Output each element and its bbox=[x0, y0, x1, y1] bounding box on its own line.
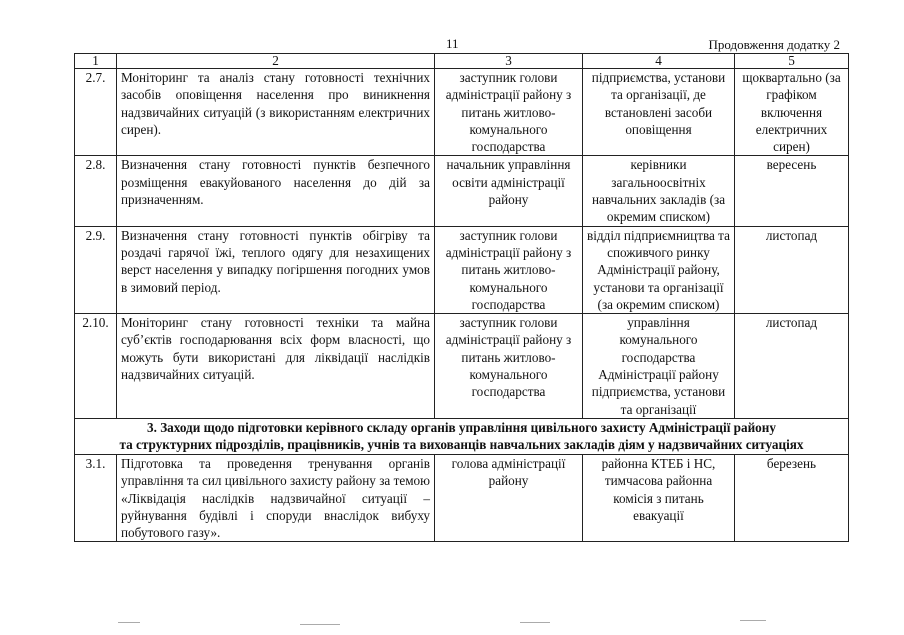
section-heading bbox=[75, 418, 849, 454]
row-number: 2.8. bbox=[75, 156, 117, 226]
task-description: Моніторинг та аналіз стану готовності технічних засобів оповіщення населення про виникнення надзвичайних ситуацій (з використанням електричних сирен). bbox=[117, 69, 435, 156]
participants-cell: відділ підприємництва та споживчого ринку Адміністрації району, установи та організації (за окремим списком) bbox=[583, 226, 735, 313]
row-number: 2.7. bbox=[75, 69, 117, 156]
participants-cell: керівники загальноосвітніх навчальних закладів (за окремим списком) bbox=[583, 156, 735, 226]
term-cell: березень bbox=[735, 454, 849, 541]
section-heading-line: 3. Заходи щодо підготовки керівного складу органів управління цивільного захисту Адміністрації району bbox=[147, 419, 776, 435]
scan-artifact bbox=[740, 620, 766, 621]
scan-artifact bbox=[300, 624, 340, 625]
scan-artifact bbox=[520, 622, 550, 623]
column-number: 4 bbox=[583, 54, 735, 69]
column-number-row bbox=[75, 54, 849, 69]
responsible-cell: начальник управління освіти адміністрації району bbox=[435, 156, 583, 226]
row-number: 2.10. bbox=[75, 314, 117, 419]
table-row bbox=[75, 156, 849, 226]
task-description: Підготовка та проведення тренування органів управління та сил цивільного захисту району за темою «Ліквідація наслідків надзвичайної ситуації – руйнування будівлі і споруди внаслідок вибуху побутового газу». bbox=[117, 454, 435, 541]
continuation-note: Продовження додатку 2 bbox=[708, 37, 840, 52]
column-number: 5 bbox=[735, 54, 849, 69]
task-description: Визначення стану готовності пунктів безпечного розміщення евакуйованого населення до дій за призначенням. bbox=[117, 156, 435, 226]
participants-cell: підприємства, установи та організації, де встановлені засоби оповіщення bbox=[583, 69, 735, 156]
term-cell: щоквартально (за графіком включення електричних сирен) bbox=[735, 69, 849, 156]
section-heading-line: та структурних підрозділів, працівників, учнів та вихованців навчальних закладів діям у надзвичайних ситуаціях bbox=[119, 437, 804, 453]
task-description: Визначення стану готовності пунктів обігріву та роздачі гарячої їжі, теплого одягу для незахищених верст населення у випадку погіршення погодних умов в зимовий період. bbox=[117, 226, 435, 313]
column-number: 2 bbox=[117, 54, 435, 69]
table-row bbox=[75, 314, 849, 419]
table-row bbox=[75, 454, 849, 541]
table-row bbox=[75, 226, 849, 313]
participants-cell: управління комунального господарства Адміністрації району підприємства, установи та організації bbox=[583, 314, 735, 419]
responsible-cell: заступник голови адміністрації району з питань житлово-комунального господарства bbox=[435, 69, 583, 156]
participants-cell: районна КТЕБ і НС, тимчасова районна комісія з питань евакуації bbox=[583, 454, 735, 541]
responsible-cell: заступник голови адміністрації району з питань житлово-комунального господарства bbox=[435, 226, 583, 313]
column-number: 3 bbox=[435, 54, 583, 69]
scan-artifact bbox=[118, 622, 140, 623]
page-number: 11 bbox=[446, 36, 459, 51]
term-cell: листопад bbox=[735, 314, 849, 419]
column-number: 1 bbox=[75, 54, 117, 69]
section-heading-row bbox=[75, 418, 849, 454]
responsible-cell: заступник голови адміністрації району з питань житлово-комунального господарства bbox=[435, 314, 583, 419]
term-cell: вересень bbox=[735, 156, 849, 226]
task-description: Моніторинг стану готовності техніки та майна суб’єктів господарювання всіх форм власності, що можуть бути використані для ліквідації наслідків надзвичайних ситуацій. bbox=[117, 314, 435, 419]
plan-table bbox=[74, 53, 849, 542]
row-number: 3.1. bbox=[75, 454, 117, 541]
responsible-cell: голова адміністрації району bbox=[435, 454, 583, 541]
table-row bbox=[75, 69, 849, 156]
term-cell: листопад bbox=[735, 226, 849, 313]
row-number: 2.9. bbox=[75, 226, 117, 313]
